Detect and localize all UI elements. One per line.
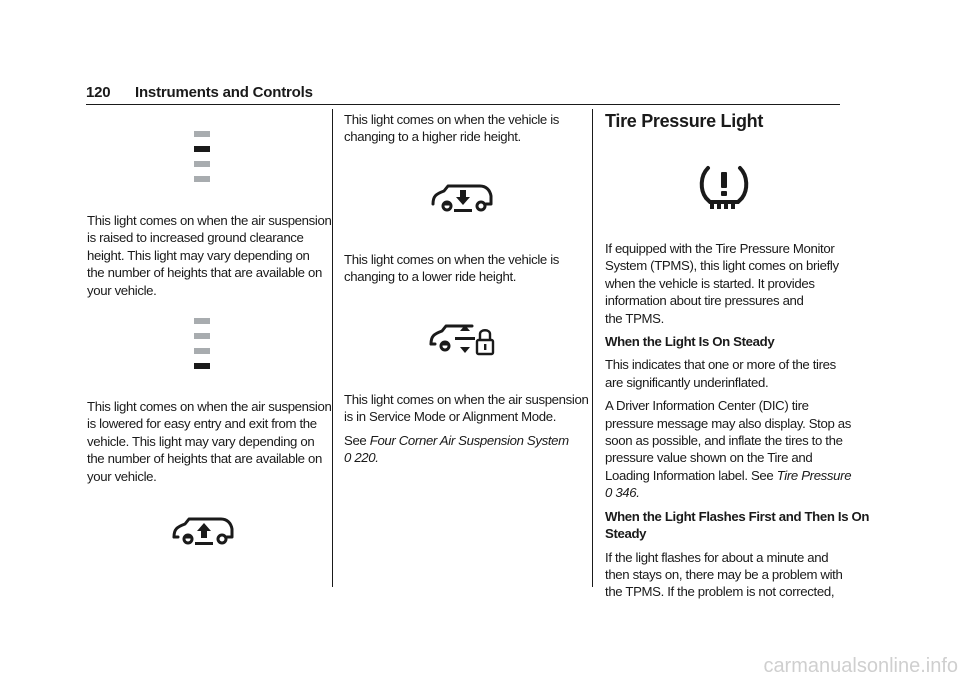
col3-body: If equipped with the Tire Pressure Monitor System (TPMS), this light comes on briefly when the vehicle is started. It provides information about tire pressures and the TPMS. When the Light Is On Steady This indicates that one or more of the tires are significantly underinflated. A Driver Information Center (DIC) tire pressure message may also display. Stop as soon as possible, and inflate the tires to the pressure value shown on the Tire and Loading Information label. See Tire Pressure 0 346. When the Light Flashes First and Then Is On Steady If the light flashes for about a minute and then stays on, there may be a problem with the TPMS. If the problem is not corrected, xyxy=(605,241,870,600)
col1-paragraph-lowered: This light comes on when the air suspension is lowered for easy entry and exit from the vehicle. This light may vary depending on the number of heights that are available on your vehicle. xyxy=(87,399,332,484)
col2-paragraph-higher: This light comes on when the vehicle is changing to a higher ride height. xyxy=(344,112,560,145)
page-ref-346[interactable]: 346 xyxy=(615,485,637,501)
column-divider-2 xyxy=(592,109,593,587)
section-title-tire-pressure: Tire Pressure Light xyxy=(605,111,764,131)
col2-paragraph-service-mode: This light comes on when the air suspension is in Service Mode or Alignment Mode. See Four Corner Air Suspension System 0 220. xyxy=(344,392,589,466)
heading-light-flashes: When the Light Flashes First and Then Is On xyxy=(605,508,870,524)
ride-height-raised-icon xyxy=(194,131,210,183)
page-ref-icon: 0 xyxy=(605,485,612,501)
chapter-title: Instruments and Controls xyxy=(135,84,313,101)
page-number: 120 xyxy=(86,84,111,101)
column-divider-1 xyxy=(332,109,333,587)
ride-height-lowered-icon xyxy=(194,318,210,370)
watermark: carmanualsonline.info xyxy=(763,655,958,677)
page-header xyxy=(86,84,840,105)
heading-light-on-steady: When the Light Is On Steady xyxy=(605,334,775,350)
page-ref-icon: 0 xyxy=(344,450,351,466)
col2-paragraph-lower: This light comes on when the vehicle is changing to a lower ride height. xyxy=(344,252,560,285)
page-ref-220[interactable]: 220 xyxy=(354,450,376,466)
col1-paragraph-raised: This light comes on when the air suspension is raised to increased ground clearance height. This light may vary depending on the number of heights that are available on your vehicle. xyxy=(87,213,332,298)
cross-reference-suspension: See Four Corner Air Suspension System xyxy=(344,432,569,448)
vehicle-lower-arrow-icon xyxy=(430,182,494,216)
vehicle-raise-arrow-icon xyxy=(171,515,235,549)
suspension-service-mode-icon xyxy=(428,322,496,358)
suspension-link[interactable]: Four Corner Air Suspension System xyxy=(369,432,569,448)
tire-pressure-warning-icon xyxy=(696,162,752,212)
tire-pressure-link[interactable]: Tire Pressure xyxy=(776,467,852,483)
